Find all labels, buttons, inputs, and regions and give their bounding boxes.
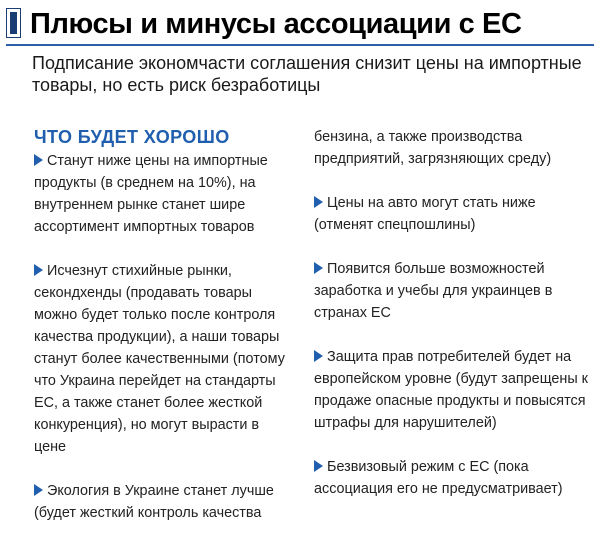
left-column <box>34 126 292 546</box>
title-marker-icon <box>6 8 21 38</box>
triangle-bullet-icon <box>314 262 323 274</box>
triangle-bullet-icon <box>34 264 43 276</box>
list-item-text: Исчезнут стихийные рынки, секондхенды (продавать товары можно будет только после контроля качества продукции), а наши товары станут более качественными (потому что Украина перейдет на стандарты ЕС, а также станет более жесткой конкуренция), но могут вырасти в цене <box>34 263 285 455</box>
list-item-continuation: бензина, а также производства предприятий, загрязняющих среду) <box>314 129 552 167</box>
section-heading: ЧТО БУДЕТ ХОРОШО <box>34 127 230 147</box>
list-item <box>314 346 589 434</box>
title-bar <box>6 6 594 43</box>
right-column <box>314 126 589 522</box>
triangle-bullet-icon <box>34 154 43 166</box>
list-item-text: Появится больше возможностей заработка и учебы для украинцев в странах ЕС <box>314 261 553 321</box>
list-item-text: Защита прав потребителей будет на европейском уровне (будут запрещены к продаже опасные продукты и повысятся штрафы для нарушителей) <box>314 349 588 431</box>
list-item-text: Экология в Украине станет лучше (будет жесткий контроль качества <box>34 483 274 521</box>
list-item <box>34 480 292 524</box>
list-item-text: Безвизовый режим с ЕС (пока ассоциация его не предусматривает) <box>314 459 563 497</box>
list-item <box>314 192 589 236</box>
list-item-text: Цены на авто могут стать ниже (отменят спецпошлины) <box>314 195 536 233</box>
triangle-bullet-icon <box>34 484 43 496</box>
triangle-bullet-icon <box>314 350 323 362</box>
list-item <box>314 258 589 324</box>
triangle-bullet-icon <box>314 460 323 472</box>
page-title: Плюсы и минусы ассоциации с ЕС <box>30 8 522 40</box>
list-item <box>34 260 292 458</box>
triangle-bullet-icon <box>314 196 323 208</box>
subtitle: Подписание экономчасти соглашения снизит цены на импортные товары, но есть риск безработицы <box>32 53 582 95</box>
list-item <box>314 456 589 500</box>
list-item-text: Станут ниже цены на импортные продукты (в среднем на 10%), на внутреннем рынке станет шире ассортимент импортных товаров <box>34 153 268 235</box>
title-divider <box>6 44 594 46</box>
list-item <box>34 150 292 238</box>
